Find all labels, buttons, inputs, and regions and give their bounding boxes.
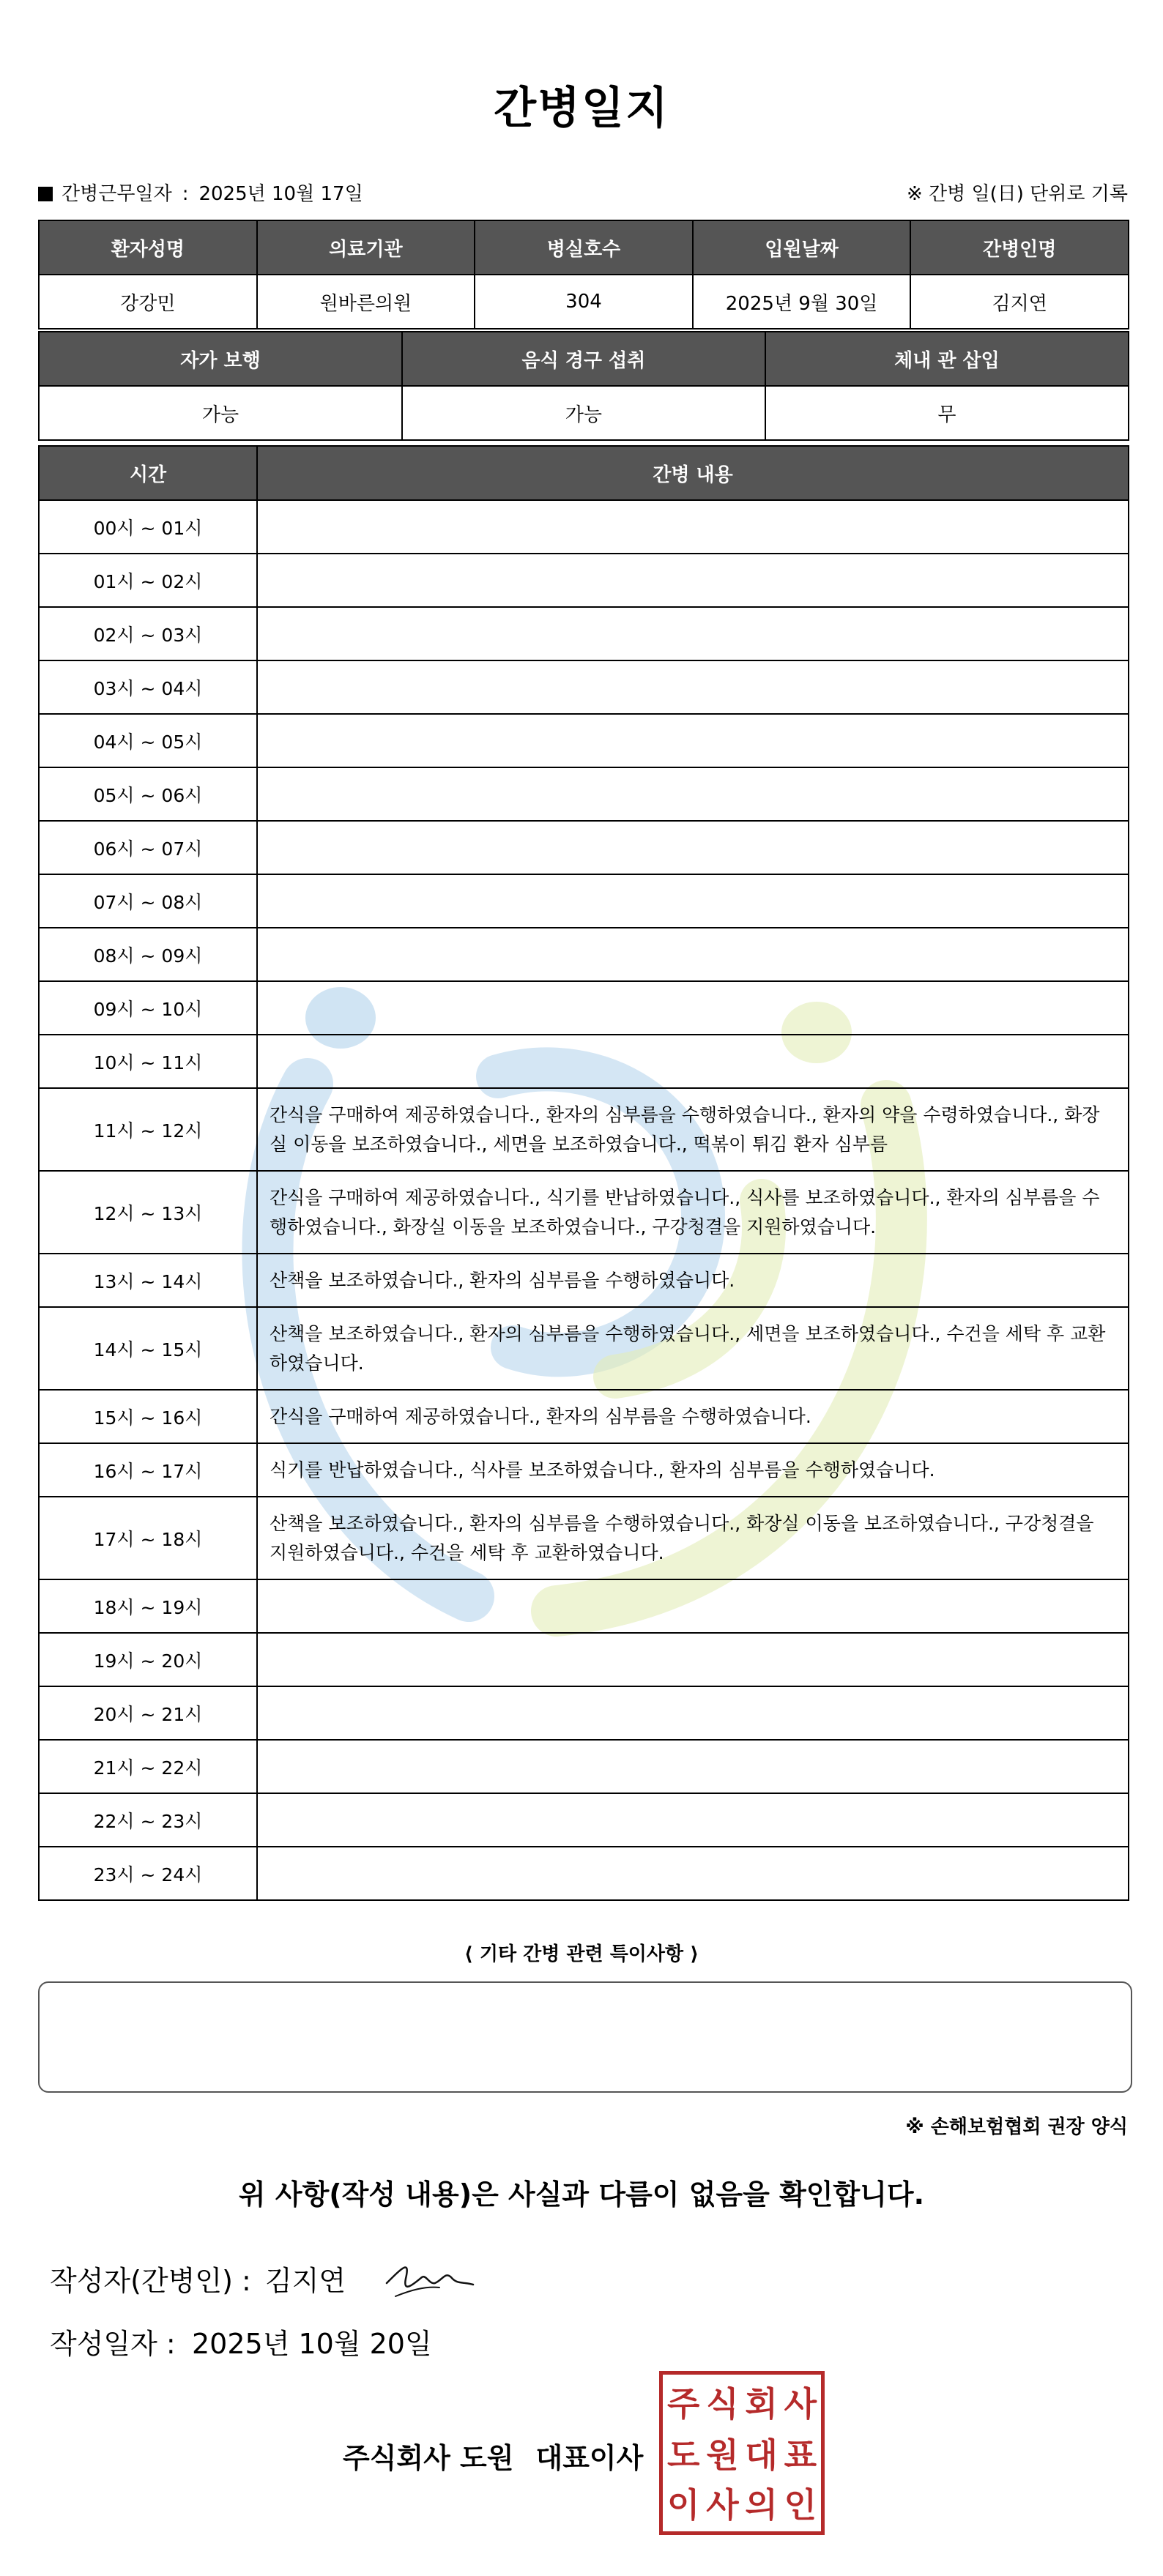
table-row (39, 928, 1129, 981)
confirmation-statement: 위 사항(작성 내용)은 사실과 다름이 없음을 확인합니다. (238, 2178, 925, 2211)
care-content: 식기를 반납하였습니다., 식사를 보조하였습니다., 환자의 심부름을 수행하였습니다. (257, 1443, 1129, 1497)
company-title: 대표이사 (535, 2442, 644, 2474)
table-row (39, 1847, 1129, 1900)
time-slot: 03시 ~ 04시 (39, 660, 257, 714)
table-row (39, 714, 1129, 767)
table-row (39, 607, 1129, 660)
tube-insertion-value: 무 (765, 386, 1129, 440)
header-tube-insertion: 체내 관 삽입 (765, 332, 1129, 386)
time-slot: 00시 ~ 01시 (39, 500, 257, 554)
record-note: ※ 간병 일(日) 단위로 기록 (906, 183, 1128, 205)
time-slot: 18시 ~ 19시 (39, 1579, 257, 1633)
company-seal-stamp (659, 2371, 825, 2535)
table-row (39, 1443, 1129, 1497)
table-row (39, 660, 1129, 714)
care-content: 산책을 보조하였습니다., 환자의 심부름을 수행하였습니다., 세면을 보조하였습니다., 수건을 세탁 후 교환하였습니다. (257, 1307, 1129, 1390)
table-row (39, 767, 1129, 821)
time-slot: 19시 ~ 20시 (39, 1633, 257, 1686)
time-slot: 12시 ~ 13시 (39, 1171, 257, 1254)
care-content (257, 874, 1129, 928)
care-content (257, 1686, 1129, 1740)
admission-date: 2025년 9월 30일 (693, 275, 911, 329)
writer-name: 김지연 (265, 2265, 346, 2297)
care-content: 산책을 보조하였습니다., 환자의 심부름을 수행하였습니다. (257, 1254, 1129, 1307)
time-slot: 01시 ~ 02시 (39, 554, 257, 607)
care-content (257, 821, 1129, 874)
header-oral-intake: 음식 경구 섭취 (402, 332, 765, 386)
care-content: 산책을 보조하였습니다., 환자의 심부름을 수행하였습니다., 화장실 이동을 보조하였습니다., 구강청결을 지원하였습니다., 수건을 세탁 후 교환하였습니다. (257, 1497, 1129, 1579)
care-content (257, 1035, 1129, 1088)
table-row (39, 1633, 1129, 1686)
care-content (257, 554, 1129, 607)
patient-info-table (38, 220, 1129, 330)
time-slot: 11시 ~ 12시 (39, 1088, 257, 1171)
work-date (38, 179, 363, 206)
self-walking-value: 가능 (39, 386, 402, 440)
writer-label: 작성자(간병인) : (50, 2265, 251, 2297)
care-content (257, 928, 1129, 981)
table-row (39, 1390, 1129, 1443)
care-content (257, 714, 1129, 767)
table-row (39, 500, 1129, 554)
square-bullet-icon (38, 187, 53, 201)
signature-image (381, 2252, 483, 2304)
seal-row: 도 원 대 표 (667, 2435, 817, 2475)
header-caregiver: 간병인명 (910, 220, 1129, 275)
time-slot: 13시 ~ 14시 (39, 1254, 257, 1307)
care-content (257, 1579, 1129, 1633)
caregiver-name: 김지연 (910, 275, 1129, 329)
care-content (257, 500, 1129, 554)
time-slot: 05시 ~ 06시 (39, 767, 257, 821)
time-slot: 16시 ~ 17시 (39, 1443, 257, 1497)
care-content: 간식을 구매하여 제공하였습니다., 환자의 심부름을 수행하였습니다. (257, 1390, 1129, 1443)
time-slot: 08시 ~ 09시 (39, 928, 257, 981)
oral-intake-value: 가능 (402, 386, 765, 440)
seal-row: 주 식 회 사 (667, 2384, 817, 2424)
header-admission-date: 입원날짜 (693, 220, 911, 275)
document-title: 간병일지 (494, 83, 669, 134)
header-room: 병실호수 (475, 220, 693, 275)
header-time: 시간 (39, 446, 257, 500)
time-slot: 21시 ~ 22시 (39, 1740, 257, 1793)
patient-ability-table (38, 331, 1129, 441)
table-row (39, 1793, 1129, 1847)
header-self-walking: 자가 보행 (39, 332, 402, 386)
time-slot: 04시 ~ 05시 (39, 714, 257, 767)
company-name: 주식회사 도원 (343, 2442, 514, 2474)
care-content (257, 981, 1129, 1035)
time-slot: 07시 ~ 08시 (39, 874, 257, 928)
recommendation-note: ※ 손해보험협회 권장 양식 (905, 2116, 1128, 2138)
patient-name: 강강민 (39, 275, 257, 329)
time-slot: 14시 ~ 15시 (39, 1307, 257, 1390)
care-content (257, 660, 1129, 714)
work-date-value: 2025년 10월 17일 (198, 183, 363, 205)
care-content (257, 767, 1129, 821)
time-slot: 22시 ~ 23시 (39, 1793, 257, 1847)
seal-row: 이 사 의 인 (667, 2485, 817, 2525)
table-row (39, 821, 1129, 874)
care-content (257, 1633, 1129, 1686)
hospital-name: 원바른의원 (257, 275, 475, 329)
care-content: 간식을 구매하여 제공하였습니다., 식기를 반납하였습니다., 식사를 보조하였습니다., 환자의 심부름을 수행하였습니다., 화장실 이동을 보조하였습니다., 구강청결을 지원하였습니다. (257, 1171, 1129, 1254)
notes-title: ⟨ 기타 간병 관련 특이사항 ⟩ (464, 1943, 699, 1965)
header-care-content: 간병 내용 (257, 446, 1129, 500)
work-date-separator: : (182, 183, 189, 205)
time-slot: 06시 ~ 07시 (39, 821, 257, 874)
table-row (39, 1740, 1129, 1793)
table-row (39, 1035, 1129, 1088)
time-slot: 23시 ~ 24시 (39, 1847, 257, 1900)
care-content (257, 607, 1129, 660)
care-content (257, 1847, 1129, 1900)
time-slot: 10시 ~ 11시 (39, 1035, 257, 1088)
table-row (39, 1254, 1129, 1307)
written-date-value: 2025년 10월 20일 (192, 2328, 432, 2360)
care-content: 간식을 구매하여 제공하였습니다., 환자의 심부름을 수행하였습니다., 환자의 약을 수령하였습니다., 화장실 이동을 보조하였습니다., 세면을 보조하였습니다., 떡볶이 튀김 환자 심부름 (257, 1088, 1129, 1171)
time-slot: 20시 ~ 21시 (39, 1686, 257, 1740)
table-row (39, 1579, 1129, 1633)
table-row (39, 1686, 1129, 1740)
care-log-table (38, 445, 1129, 1901)
written-date-label: 작성일자 : (50, 2328, 176, 2360)
table-row (39, 554, 1129, 607)
notes-box (38, 1981, 1132, 2093)
header-hospital: 의료기관 (257, 220, 475, 275)
table-row (39, 981, 1129, 1035)
work-date-label: 간병근무일자 (62, 183, 172, 205)
table-row (39, 1497, 1129, 1579)
care-content (257, 1740, 1129, 1793)
time-slot: 02시 ~ 03시 (39, 607, 257, 660)
room-number: 304 (475, 275, 693, 329)
header-patient-name: 환자성명 (39, 220, 257, 275)
table-row (39, 1171, 1129, 1254)
company-signatory (343, 2435, 643, 2476)
table-row (39, 1307, 1129, 1390)
care-log-body (39, 500, 1129, 1900)
care-content (257, 1793, 1129, 1847)
time-slot: 09시 ~ 10시 (39, 981, 257, 1035)
table-row (39, 874, 1129, 928)
time-slot: 15시 ~ 16시 (39, 1390, 257, 1443)
time-slot: 17시 ~ 18시 (39, 1497, 257, 1579)
table-row (39, 1088, 1129, 1171)
